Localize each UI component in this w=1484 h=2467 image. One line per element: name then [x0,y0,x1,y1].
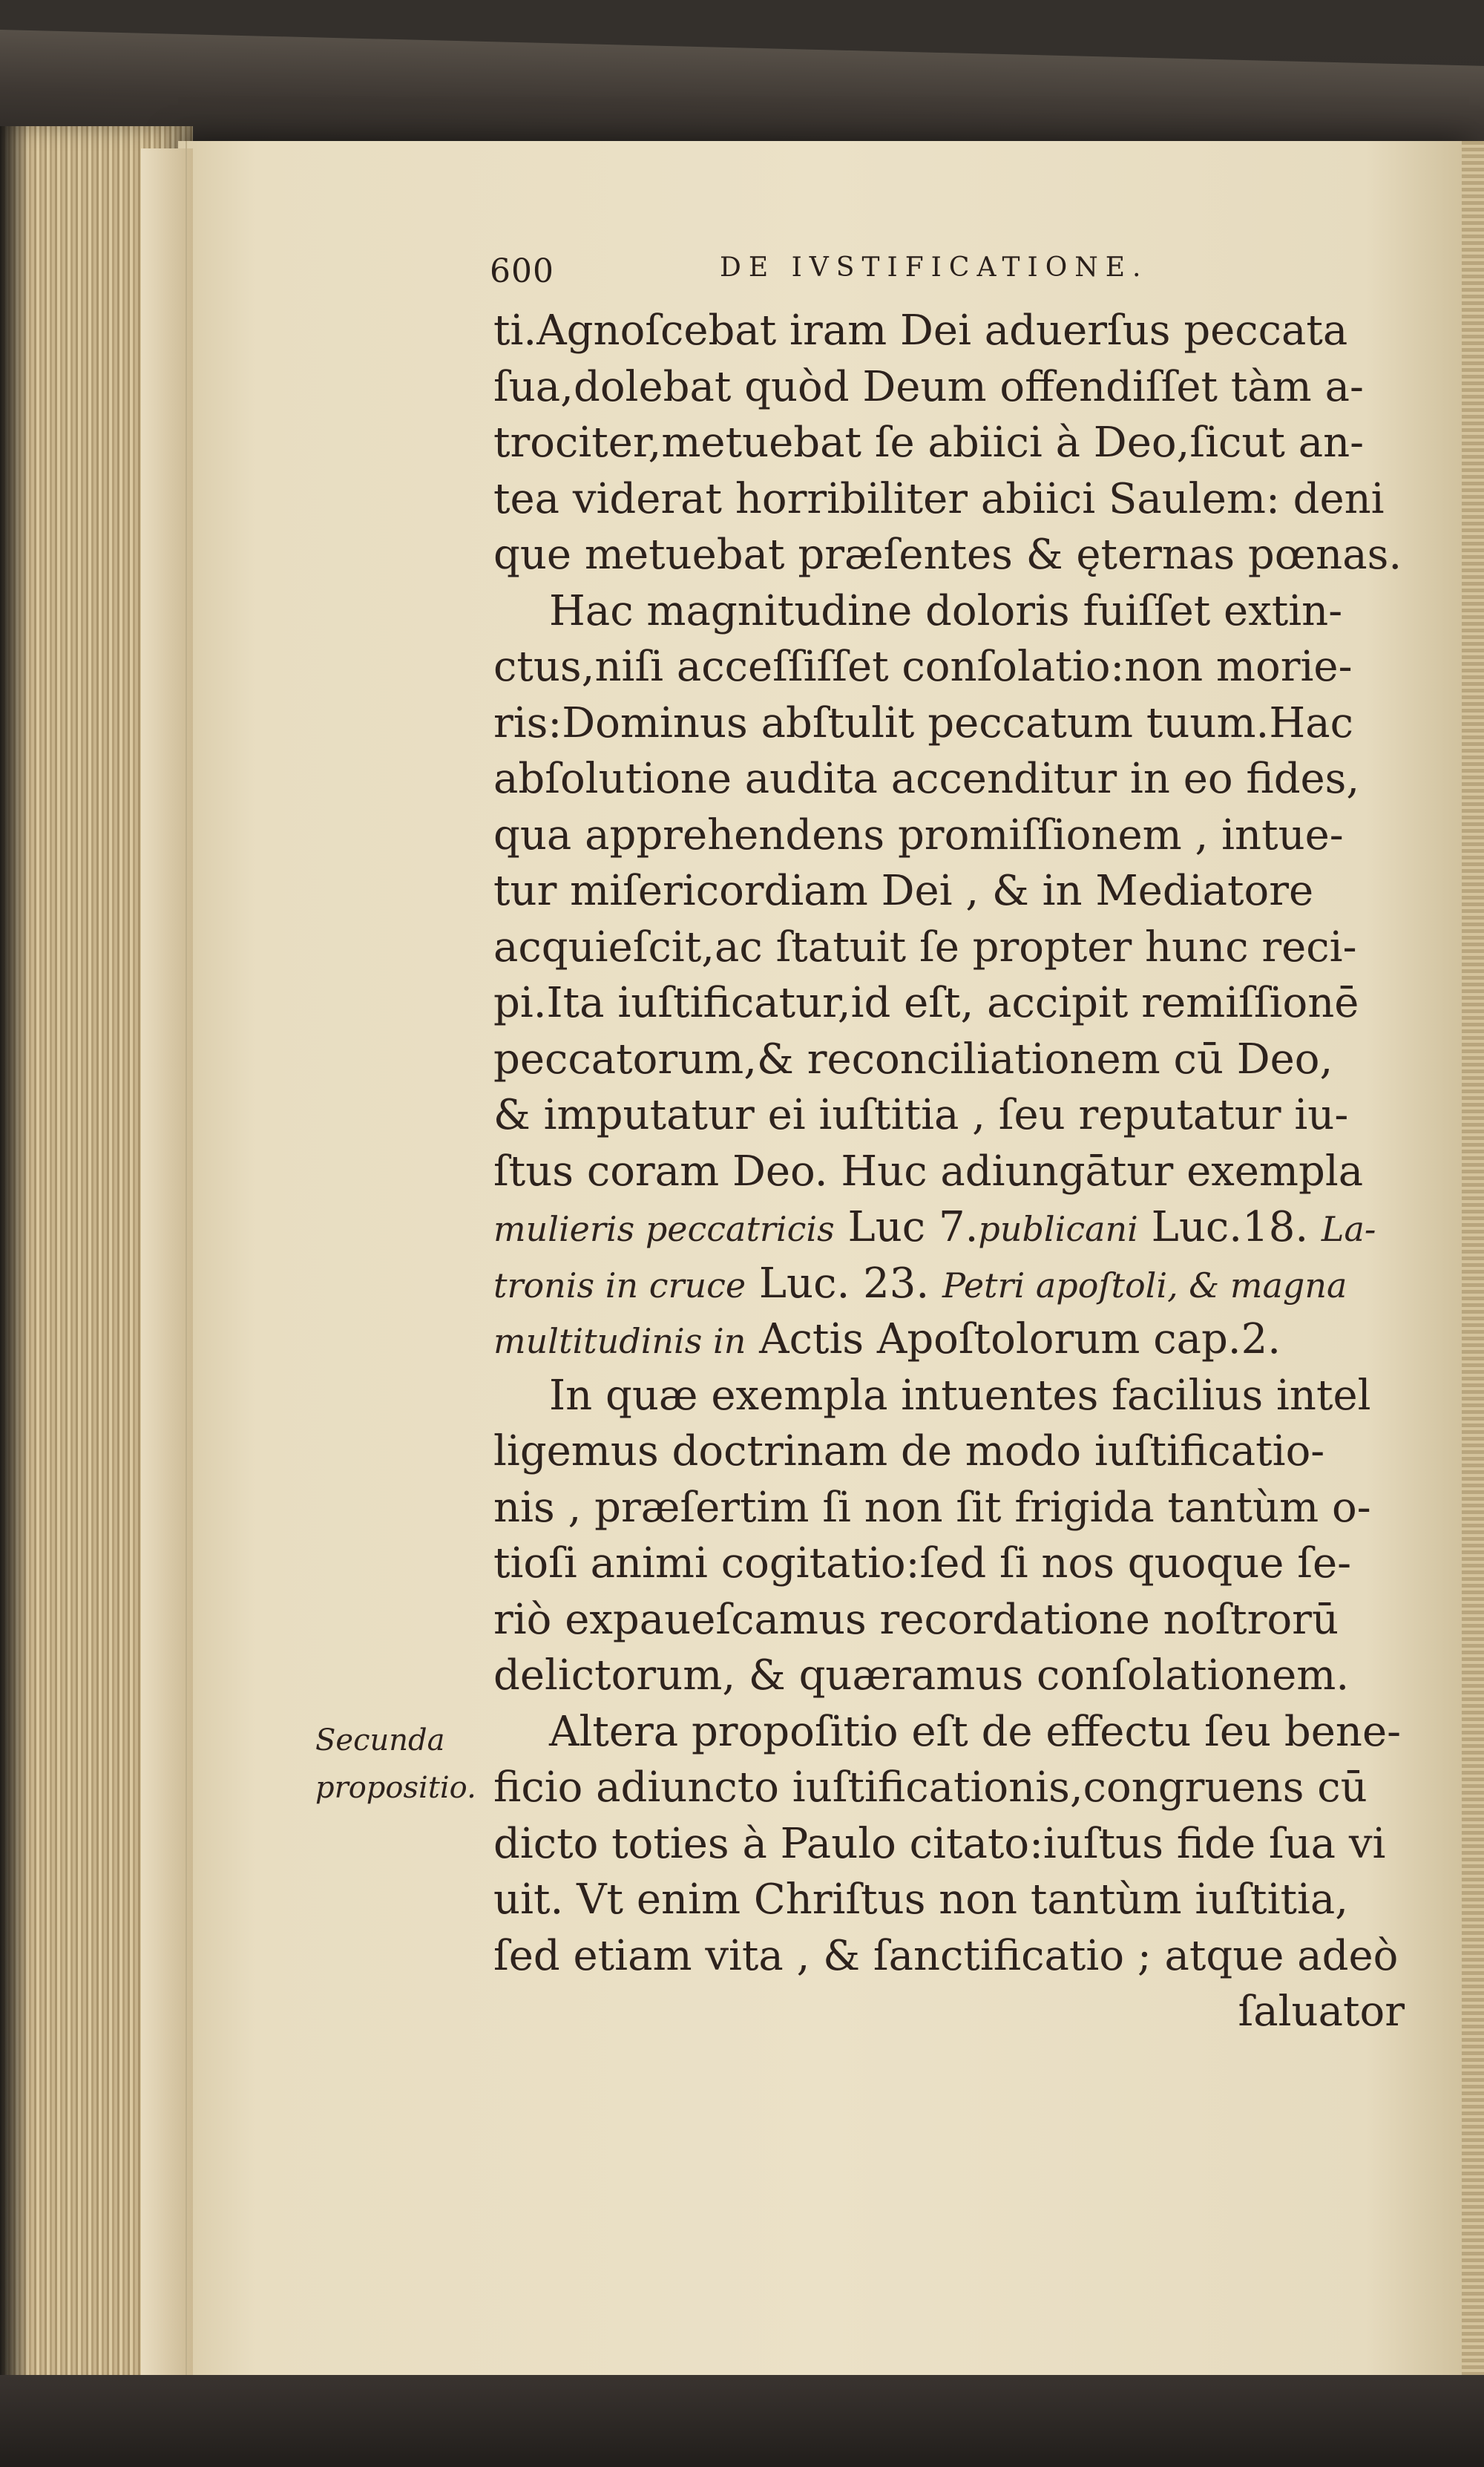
page-number: 600 [490,252,554,290]
text-line: acquieſcit,ac ſtatuit ſe propter hunc reci- [493,923,1357,972]
text-line: tur miſericordiam Dei , & in Mediatore [493,867,1314,915]
spine-shadow [0,126,30,2397]
marginal-note-line: Secunda [315,1723,445,1757]
text-line: pi.Ita iuſtificatur,id eſt, accipit remiſſionē [493,979,1359,1027]
text-line: ris:Dominus abſtulit peccatum tuum.Hac [493,698,1353,747]
text-line: Altera propoſitio eſt de effectu ſeu bene- [549,1707,1402,1756]
page-fold-line [186,141,187,2397]
roman-text: Luc 7. [834,1203,979,1251]
text-line: dicto toties à Paulo citato:iuſtus fide ſua vi [493,1819,1386,1868]
text-line: ſed etiam vita , & ſanctificatio ; atque adeò [493,1931,1399,1980]
text-line: uit. Vt enim Chriſtus non tantùm iuſtitia, [493,1875,1349,1924]
bottom-shadow [0,2375,1484,2467]
italic-text: multitudinis in [493,1321,746,1361]
text-line: abſolutione audita accenditur in eo fides, [493,755,1360,803]
catchword: ſaluator [1238,1988,1405,2036]
italic-text: publicani [978,1209,1138,1249]
text-line: Hac magnitudine doloris fuiſſet extin- [549,586,1343,635]
text-line: ficio adiuncto iuſtificationis,congruens cū [493,1763,1368,1812]
text-line: delictorum, & quæramus conſolationem. [493,1651,1350,1700]
text-line: ſua,dolebat quòd Deum offendiſſet tàm a- [493,362,1364,411]
roman-text: Luc. 23. [746,1259,942,1308]
fore-edge [1462,141,1484,2397]
running-title: DE IVSTIFICATIONE. [720,252,1149,283]
roman-text: Actis Apoſtolorum cap.2. [746,1315,1281,1363]
text-line: nis , præſertim ſi non ſit frigida tantùm o- [493,1483,1371,1532]
text-line: ligemus doctrinam de modo iuſtificatio- [493,1427,1325,1475]
text-line: que metuebat præſentes & ęternas pœnas. [493,531,1402,579]
text-line: qua apprehendens promiſſionem , intue- [493,810,1344,859]
text-line [493,1311,1406,1368]
text-line: & imputatur ei iuſtitia , ſeu reputatur iu- [493,1091,1349,1139]
text-line: tea viderat horribiliter abiici Saulem: deni [493,474,1385,523]
text-line: tioſi animi cogitatio:ſed ſi nos quoque ſe- [493,1539,1352,1588]
italic-text: mulieris peccatricis [493,1209,835,1249]
text-line: trociter,metuebat ſe abiici à Deo,ſicut an- [493,419,1365,467]
running-head [490,252,1195,297]
italic-text: tronis in cruce [493,1265,746,1305]
text-line: ſtus coram Deo. Huc adiungātur exempla [493,1147,1364,1196]
roman-text: Luc.18. [1137,1203,1322,1251]
text-block [493,303,1406,2040]
text-line: peccatorum,& reconciliationem cū Deo, [493,1035,1333,1084]
text-line [493,1199,1406,1256]
text-line: riò expaueſcamus recordatione noſtrorū [493,1595,1339,1644]
marginal-note [315,1717,486,1812]
text-line: ctus,niſi acceſſiſſet conſolatio:non morie- [493,643,1353,691]
text-line: ti.Agnoſcebat iram Dei aduerſus peccata [493,307,1348,355]
text-line: In quæ exempla intuentes facilius intel [549,1371,1371,1420]
text-line [493,1256,1406,1312]
italic-text: La- [1321,1209,1376,1249]
marginal-note-line: propositio. [315,1771,476,1805]
italic-text: Petri apoſtoli, & magna [942,1265,1347,1305]
